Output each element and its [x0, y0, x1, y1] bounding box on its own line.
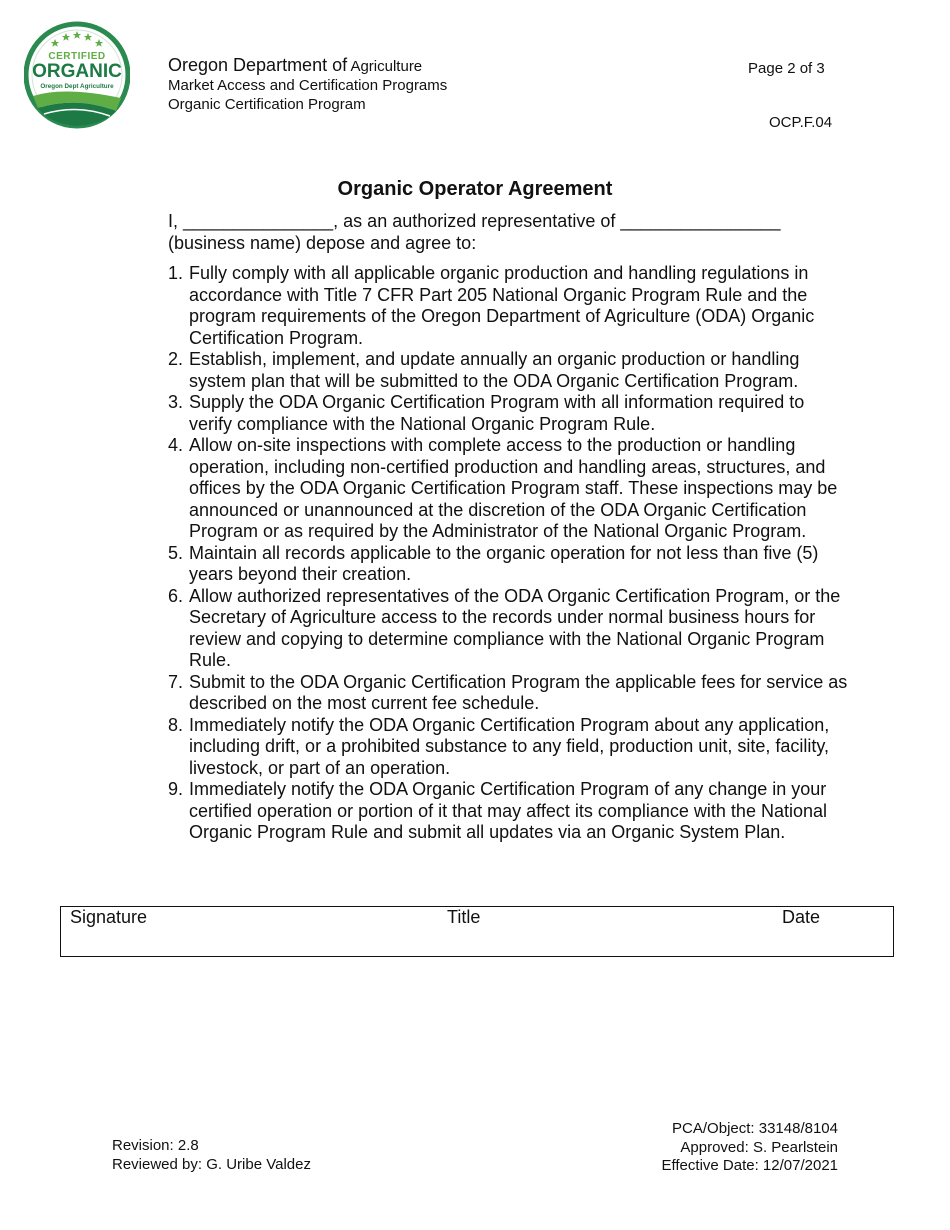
item-number: 1.	[168, 263, 184, 283]
intro-line-1: I, _______________, as an authorized representative of ________________	[168, 211, 781, 231]
footer-left	[112, 1137, 311, 1174]
logo-sub-text: Oregon Dept Agriculture	[40, 83, 114, 90]
footer-right	[661, 1120, 838, 1176]
list-item	[168, 672, 848, 715]
list-item	[168, 715, 848, 780]
title-label: Title	[447, 907, 481, 927]
item-text: Establish, implement, and update annually an organic production or handling system plan that will be submitted to the ODA Organic Certification Program.	[189, 349, 800, 391]
logo-organic-text: ORGANIC	[32, 61, 122, 82]
item-number: 3.	[168, 392, 184, 412]
list-item	[168, 779, 848, 844]
item-text: Immediately notify the ODA Organic Certification Program of any change in your certified operation or portion of it that may affect its compliance with the National Organic Program Rule and submit all updates via an Organic System Plan.	[189, 779, 827, 842]
document-title: Organic Operator Agreement	[337, 178, 613, 200]
list-item	[168, 392, 848, 435]
list-item	[168, 263, 848, 349]
program-name: Organic Certification Program	[168, 96, 366, 113]
item-text: Allow on-site inspections with complete access to the production or handling operation, including non-certified production and handling areas, structures, and offices by the ODA Organic Certification Program staff. These inspections may be announced or unannounced at the discretion of the ODA Organic Certification Program or as required by the Administrator of the National Organic Program.	[189, 435, 838, 541]
header-department-block	[168, 56, 447, 114]
item-number: 5.	[168, 542, 184, 563]
date-label: Date	[782, 907, 821, 927]
division-name: Market Access and Certification Programs	[168, 77, 448, 94]
item-text: Fully comply with all applicable organic production and handling regulations in accordance with Title 7 CFR Part 205 National Organic Program Rule and the program requirements of the Oregon Department of Agriculture (ODA) Organic Certification Program.	[189, 263, 815, 348]
intro-paragraph	[168, 211, 848, 254]
page-number: Page 2 of 3	[748, 60, 825, 77]
intro-line-2: (business name) depose and agree to:	[168, 232, 477, 253]
reviewed-by-text: Reviewed by: G. Uribe Valdez	[112, 1155, 311, 1173]
effective-date-text: Effective Date: 12/07/2021	[661, 1157, 838, 1174]
item-number: 9.	[168, 779, 184, 799]
department-name	[168, 56, 447, 76]
list-item	[168, 586, 848, 672]
item-number: 4.	[168, 435, 184, 455]
approved-text: Approved: S. Pearlstein	[680, 1138, 838, 1156]
logo-certified-text: CERTIFIED	[48, 51, 106, 62]
list-item	[168, 543, 848, 586]
item-text: Maintain all records applicable to the organic operation for not less than five (5) years beyond their creation.	[189, 542, 819, 584]
department-suffix: Agriculture	[350, 58, 423, 75]
item-number: 2.	[168, 349, 184, 369]
signature-label: Signature	[70, 907, 148, 927]
item-text: Immediately notify the ODA Organic Certification Program about any application, including drift, or a prohibited substance to any field, production unit, site, facility, livestock, or part of an operation.	[189, 714, 830, 778]
list-item	[168, 435, 848, 543]
item-number: 6.	[168, 585, 184, 606]
item-text: Supply the ODA Organic Certification Program with all information required to verify compliance with the National Organic Program Rule.	[189, 392, 805, 434]
revision-text: Revision: 2.8	[112, 1137, 199, 1154]
item-number: 7.	[168, 671, 184, 692]
pca-object-text: PCA/Object: 33148/8104	[672, 1120, 838, 1137]
list-item	[168, 349, 848, 392]
certified-organic-logo	[24, 16, 130, 134]
agreement-terms-list	[168, 263, 848, 844]
item-text: Submit to the ODA Organic Certification Program the applicable fees for service as described on the most current fee schedule.	[189, 671, 848, 713]
signature-box[interactable]	[60, 906, 894, 957]
item-number: 8.	[168, 714, 184, 735]
item-text: Allow authorized representatives of the ODA Organic Certification Program, or the Secretary of Agriculture access to the records under normal business hours for review and copying to determine compliance with the National Organic Program Rule.	[189, 585, 841, 670]
form-id: OCP.F.04	[769, 114, 833, 131]
department-main: Oregon Department of	[168, 55, 348, 75]
